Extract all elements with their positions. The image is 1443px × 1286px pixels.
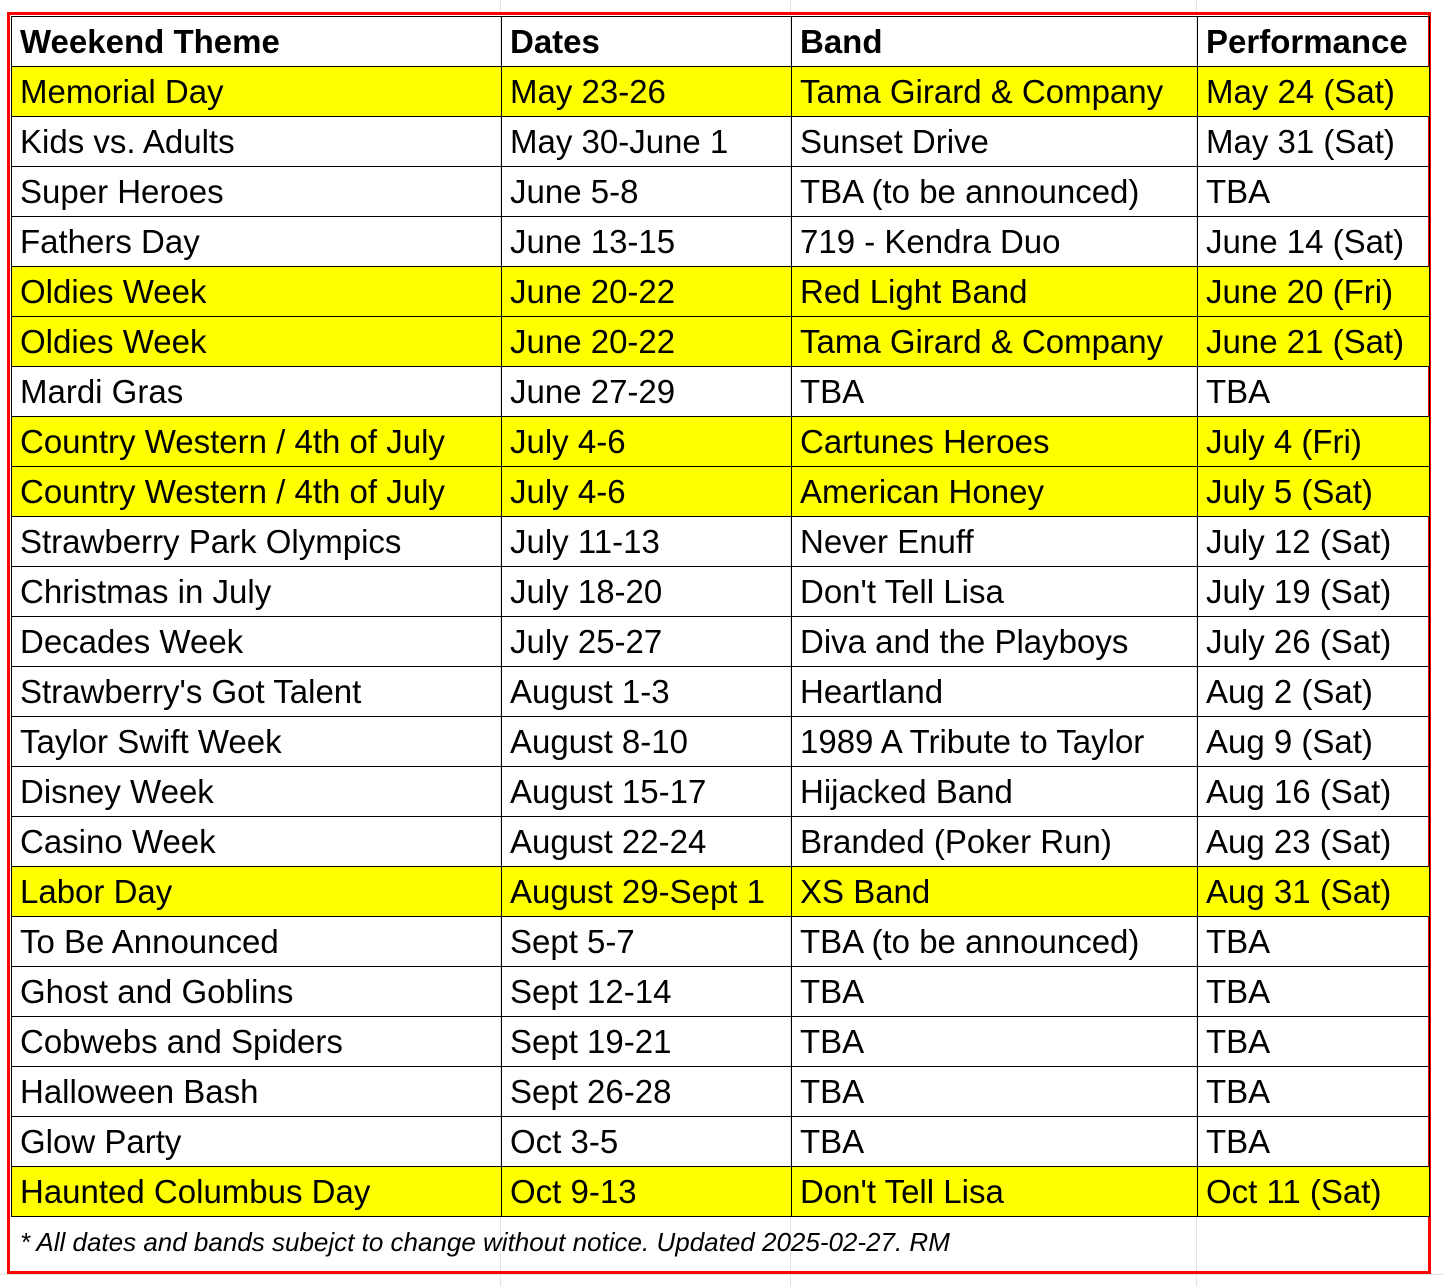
header-row: [12, 17, 1430, 67]
cell-band[interactable]: Don't Tell Lisa: [792, 1167, 1198, 1217]
cell-dates[interactable]: June 20-22: [502, 317, 792, 367]
table-row: [12, 1117, 1430, 1167]
cell-dates[interactable]: Sept 26-28: [502, 1067, 792, 1117]
cell-weekend-theme[interactable]: Labor Day: [12, 867, 502, 917]
cell-performance[interactable]: Oct 11 (Sat): [1198, 1167, 1430, 1217]
cell-performance[interactable]: June 21 (Sat): [1198, 317, 1430, 367]
cell-dates[interactable]: July 18-20: [502, 567, 792, 617]
cell-performance[interactable]: TBA: [1198, 917, 1430, 967]
cell-weekend-theme[interactable]: Glow Party: [12, 1117, 502, 1167]
cell-band[interactable]: Branded (Poker Run): [792, 817, 1198, 867]
table-row: [12, 717, 1430, 767]
cell-band[interactable]: TBA: [792, 367, 1198, 417]
table-row: [12, 267, 1430, 317]
header-band[interactable]: Band: [792, 17, 1198, 67]
cell-performance[interactable]: TBA: [1198, 367, 1430, 417]
cell-dates[interactable]: August 1-3: [502, 667, 792, 717]
cell-band[interactable]: Tama Girard & Company: [792, 67, 1198, 117]
cell-weekend-theme[interactable]: Halloween Bash: [12, 1067, 502, 1117]
cell-performance[interactable]: TBA: [1198, 167, 1430, 217]
cell-performance[interactable]: Aug 16 (Sat): [1198, 767, 1430, 817]
table-row: [12, 667, 1430, 717]
cell-dates[interactable]: July 11-13: [502, 517, 792, 567]
cell-band[interactable]: XS Band: [792, 867, 1198, 917]
cell-band[interactable]: TBA: [792, 1017, 1198, 1067]
cell-weekend-theme[interactable]: Country Western / 4th of July: [12, 467, 502, 517]
table-row: [12, 917, 1430, 967]
cell-performance[interactable]: June 14 (Sat): [1198, 217, 1430, 267]
cell-band[interactable]: 1989 A Tribute to Taylor: [792, 717, 1198, 767]
cell-dates[interactable]: June 27-29: [502, 367, 792, 417]
cell-band[interactable]: Diva and the Playboys: [792, 617, 1198, 667]
cell-performance[interactable]: Aug 23 (Sat): [1198, 817, 1430, 867]
cell-band[interactable]: Sunset Drive: [792, 117, 1198, 167]
cell-dates[interactable]: July 25-27: [502, 617, 792, 667]
cell-weekend-theme[interactable]: Super Heroes: [12, 167, 502, 217]
table-row: [12, 817, 1430, 867]
schedule-body: [12, 67, 1430, 1217]
weekend-schedule-table: [11, 16, 1430, 1217]
cell-band[interactable]: TBA: [792, 1117, 1198, 1167]
cell-band[interactable]: Hijacked Band: [792, 767, 1198, 817]
cell-performance[interactable]: May 31 (Sat): [1198, 117, 1430, 167]
cell-dates[interactable]: June 13-15: [502, 217, 792, 267]
cell-performance[interactable]: July 4 (Fri): [1198, 417, 1430, 467]
cell-dates[interactable]: July 4-6: [502, 417, 792, 467]
cell-performance[interactable]: July 19 (Sat): [1198, 567, 1430, 617]
footnote[interactable]: * All dates and bands subejct to change without notice. Updated 2025-02-27. RM: [20, 1227, 950, 1257]
cell-dates[interactable]: June 20-22: [502, 267, 792, 317]
table-row: [12, 67, 1430, 117]
cell-band[interactable]: TBA (to be announced): [792, 917, 1198, 967]
sheet-gridline: [0, 1274, 1443, 1275]
cell-dates[interactable]: Sept 12-14: [502, 967, 792, 1017]
cell-dates[interactable]: July 4-6: [502, 467, 792, 517]
table-row: [12, 1067, 1430, 1117]
cell-weekend-theme[interactable]: Mardi Gras: [12, 367, 502, 417]
cell-dates[interactable]: August 8-10: [502, 717, 792, 767]
table-row: [12, 517, 1430, 567]
cell-performance[interactable]: Aug 2 (Sat): [1198, 667, 1430, 717]
cell-band[interactable]: TBA (to be announced): [792, 167, 1198, 217]
cell-band[interactable]: Heartland: [792, 667, 1198, 717]
table-row: [12, 867, 1430, 917]
cell-weekend-theme[interactable]: Fathers Day: [12, 217, 502, 267]
cell-dates[interactable]: May 30-June 1: [502, 117, 792, 167]
cell-dates[interactable]: Oct 3-5: [502, 1117, 792, 1167]
table-row: [12, 367, 1430, 417]
table-row: [12, 217, 1430, 267]
cell-band[interactable]: TBA: [792, 1067, 1198, 1117]
cell-performance[interactable]: TBA: [1198, 967, 1430, 1017]
cell-dates[interactable]: May 23-26: [502, 67, 792, 117]
cell-performance[interactable]: TBA: [1198, 1117, 1430, 1167]
cell-performance[interactable]: Aug 9 (Sat): [1198, 717, 1430, 767]
cell-band[interactable]: Tama Girard & Company: [792, 317, 1198, 367]
table-row: [12, 767, 1430, 817]
table-row: [12, 967, 1430, 1017]
cell-performance[interactable]: TBA: [1198, 1017, 1430, 1067]
table-row: [12, 617, 1430, 667]
cell-weekend-theme[interactable]: Oldies Week: [12, 267, 502, 317]
cell-performance[interactable]: July 5 (Sat): [1198, 467, 1430, 517]
cell-weekend-theme[interactable]: Memorial Day: [12, 67, 502, 117]
cell-weekend-theme[interactable]: To Be Announced: [12, 917, 502, 967]
table-row: [12, 117, 1430, 167]
cell-performance[interactable]: July 26 (Sat): [1198, 617, 1430, 667]
cell-dates[interactable]: Sept 5-7: [502, 917, 792, 967]
cell-performance[interactable]: TBA: [1198, 1067, 1430, 1117]
cell-weekend-theme[interactable]: Oldies Week: [12, 317, 502, 367]
cell-band[interactable]: Don't Tell Lisa: [792, 567, 1198, 617]
cell-performance[interactable]: July 12 (Sat): [1198, 517, 1430, 567]
cell-band[interactable]: 719 - Kendra Duo: [792, 217, 1198, 267]
cell-dates[interactable]: August 15-17: [502, 767, 792, 817]
cell-band[interactable]: Never Enuff: [792, 517, 1198, 567]
table-row: [12, 417, 1430, 467]
cell-dates[interactable]: August 22-24: [502, 817, 792, 867]
cell-weekend-theme[interactable]: Casino Week: [12, 817, 502, 867]
table-row: [12, 317, 1430, 367]
header-weekend-theme[interactable]: Weekend Theme: [12, 17, 502, 67]
table-row: [12, 1017, 1430, 1067]
cell-dates[interactable]: Oct 9-13: [502, 1167, 792, 1217]
cell-performance[interactable]: Aug 31 (Sat): [1198, 867, 1430, 917]
table-row: [12, 567, 1430, 617]
cell-weekend-theme[interactable]: Strawberry's Got Talent: [12, 667, 502, 717]
cell-dates[interactable]: Sept 19-21: [502, 1017, 792, 1067]
cell-dates[interactable]: August 29-Sept 1: [502, 867, 792, 917]
cell-performance[interactable]: May 24 (Sat): [1198, 67, 1430, 117]
cell-dates[interactable]: June 5-8: [502, 167, 792, 217]
header-dates[interactable]: Dates: [502, 17, 792, 67]
cell-weekend-theme[interactable]: Disney Week: [12, 767, 502, 817]
table-row: [12, 167, 1430, 217]
cell-band[interactable]: Red Light Band: [792, 267, 1198, 317]
header-performance[interactable]: Performance: [1198, 17, 1430, 67]
cell-weekend-theme[interactable]: Decades Week: [12, 617, 502, 667]
cell-band[interactable]: TBA: [792, 967, 1198, 1017]
cell-band[interactable]: American Honey: [792, 467, 1198, 517]
cell-weekend-theme[interactable]: Haunted Columbus Day: [12, 1167, 502, 1217]
cell-weekend-theme[interactable]: Christmas in July: [12, 567, 502, 617]
table-row: [12, 1167, 1430, 1217]
cell-weekend-theme[interactable]: Ghost and Goblins: [12, 967, 502, 1017]
cell-weekend-theme[interactable]: Country Western / 4th of July: [12, 417, 502, 467]
table-row: [12, 467, 1430, 517]
cell-band[interactable]: Cartunes Heroes: [792, 417, 1198, 467]
cell-performance[interactable]: June 20 (Fri): [1198, 267, 1430, 317]
cell-weekend-theme[interactable]: Kids vs. Adults: [12, 117, 502, 167]
cell-weekend-theme[interactable]: Cobwebs and Spiders: [12, 1017, 502, 1067]
cell-weekend-theme[interactable]: Taylor Swift Week: [12, 717, 502, 767]
cell-weekend-theme[interactable]: Strawberry Park Olympics: [12, 517, 502, 567]
